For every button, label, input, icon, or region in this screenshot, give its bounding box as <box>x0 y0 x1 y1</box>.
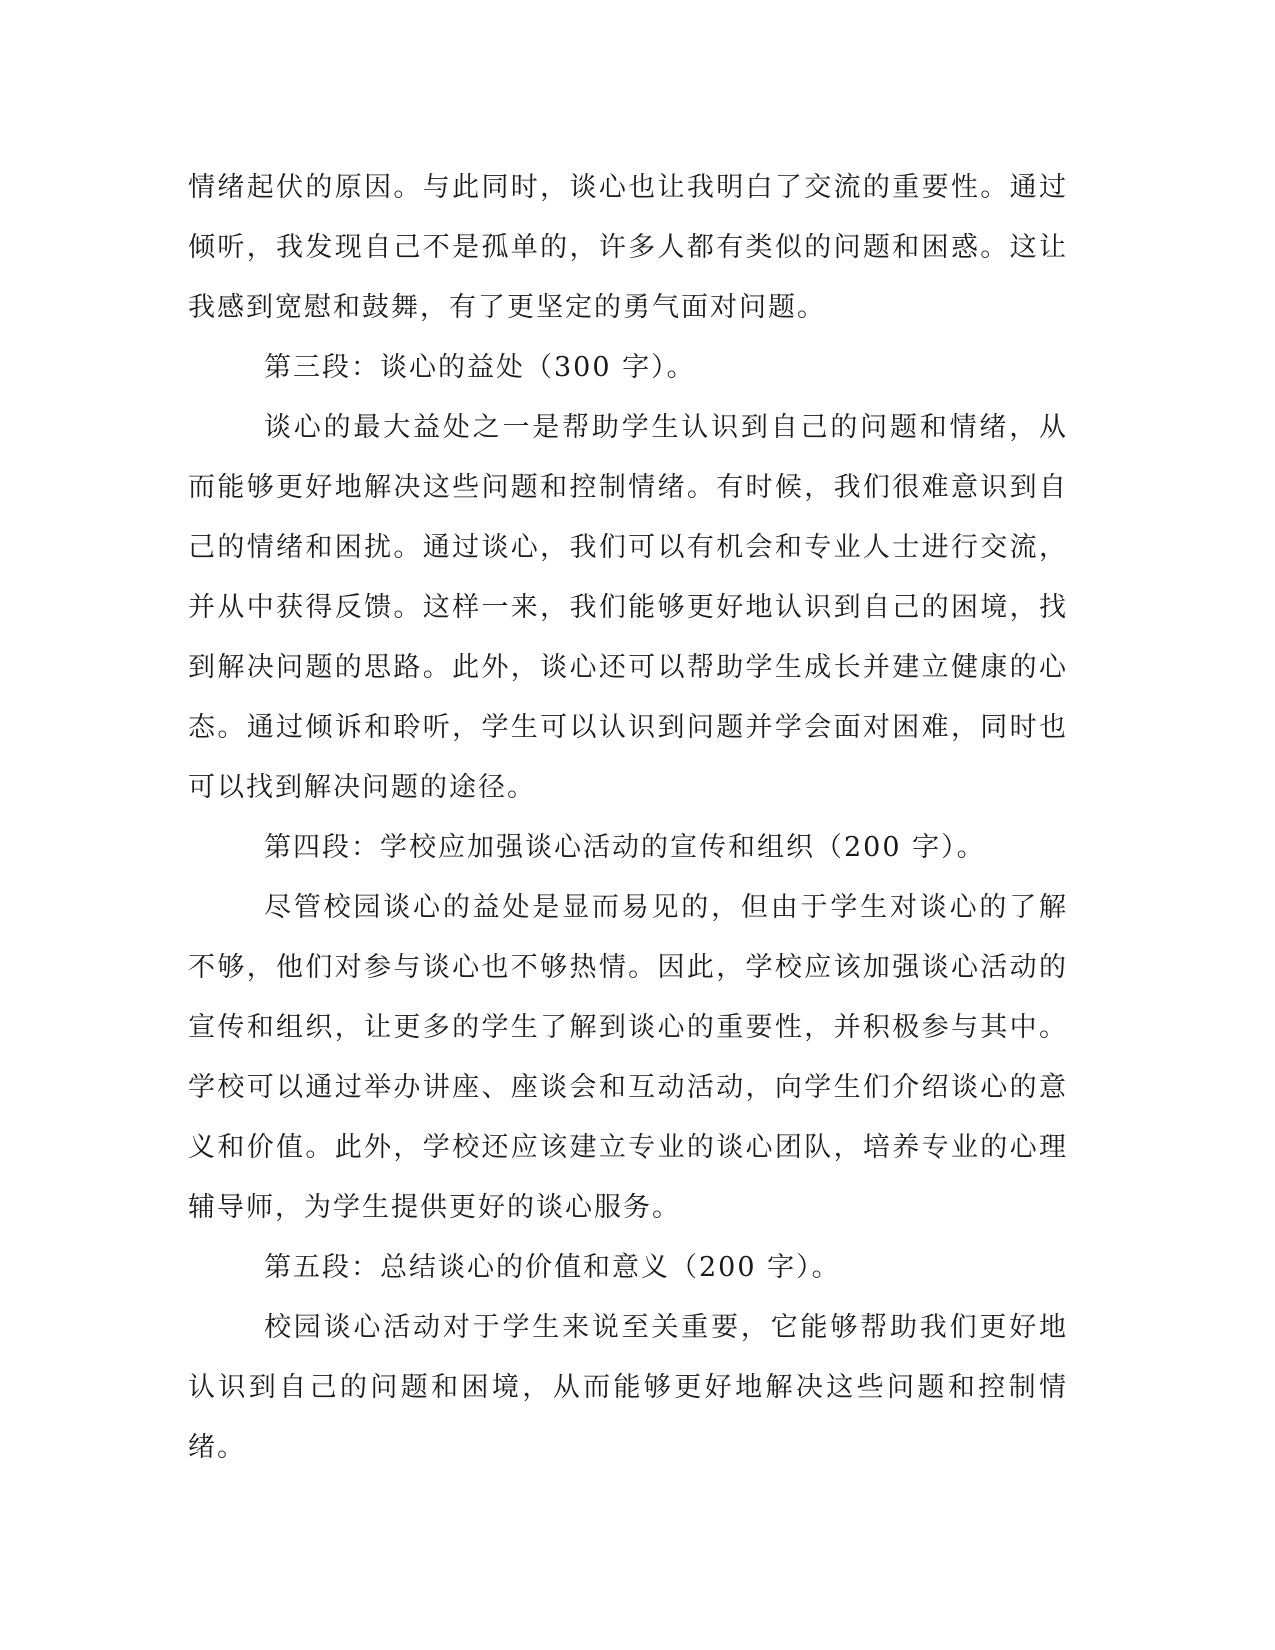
paragraph-section-4: 尽管校园谈心的益处是显而易见的，但由于学生对谈心的了解不够，他们对参与谈心也不够热情。因此，学校应该加强谈心活动的宣传和组织，让更多的学生了解到谈心的重要性，并积极参与其中。学校可以通过举办讲座、座谈会和互动活动，向学生们介绍谈心的意义和价值。此外，学校还应该建立专业的谈心团队，培养专业的心理辅导师，为学生提供更好的谈心服务。 <box>188 892 1068 1223</box>
paragraph-continuation: 情绪起伏的原因。与此同时，谈心也让我明白了交流的重要性。通过倾听，我发现自己不是孤单的，许多人都有类似的问题和困惑。这让我感到宽慰和鼓舞，有了更坚定的勇气面对问题。 <box>188 172 1068 323</box>
section-heading-5: 第五段：总结谈心的价值和意义（200 字）。 <box>264 1252 841 1283</box>
document-body <box>188 158 1068 1478</box>
paragraph-section-5: 校园谈心活动对于学生来说至关重要，它能够帮助我们更好地认识到自己的问题和困境，从而能够更好地解决这些问题和控制情绪。 <box>188 1312 1068 1463</box>
paragraph-section-3: 谈心的最大益处之一是帮助学生认识到自己的问题和情绪，从而能够更好地解决这些问题和控制情绪。有时候，我们很难意识到自己的情绪和困扰。通过谈心，我们可以有机会和专业人士进行交流，并从中获得反馈。这样一来，我们能够更好地认识到自己的困境，找到解决问题的思路。此外，谈心还可以帮助学生成长并建立健康的心态。通过倾诉和聆听，学生可以认识到问题并学会面对困难，同时也可以找到解决问题的途径。 <box>188 412 1068 803</box>
section-heading-3: 第三段：谈心的益处（300 字）。 <box>264 352 696 383</box>
section-heading-4: 第四段：学校应加强谈心活动的宣传和组织（200 字）。 <box>264 832 986 863</box>
